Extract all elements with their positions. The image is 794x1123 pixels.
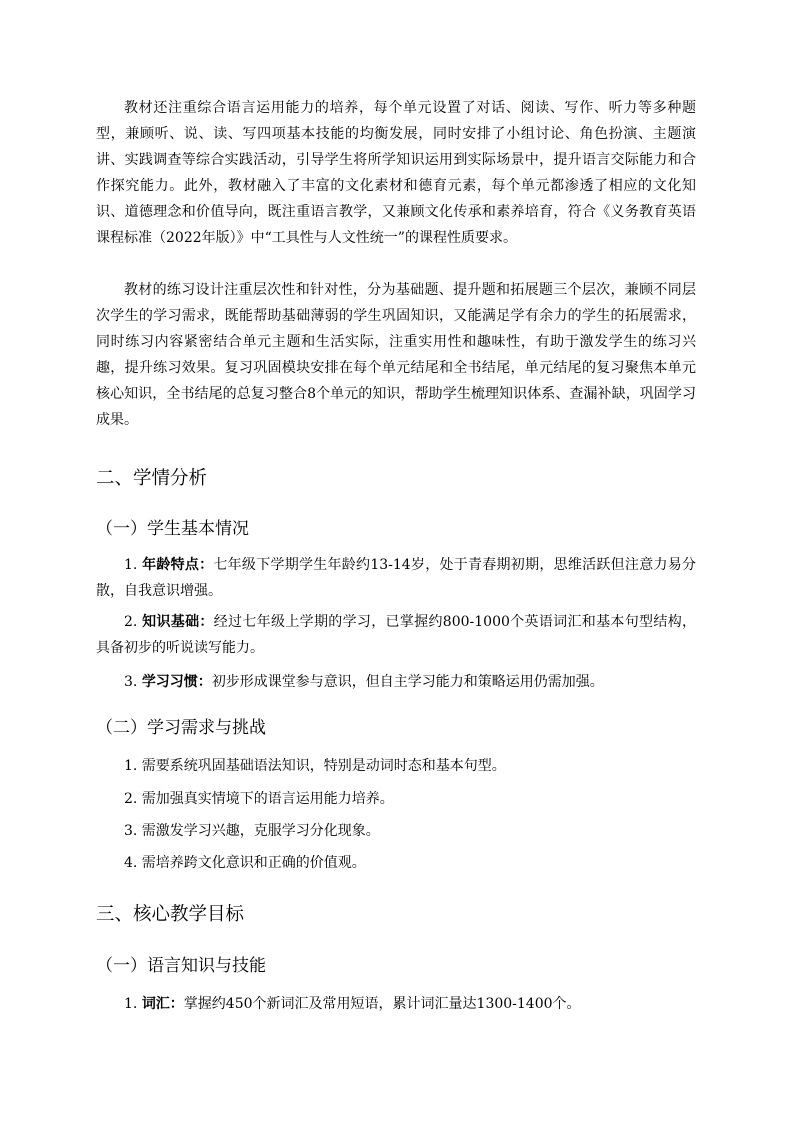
- item-number: 1.: [124, 557, 138, 573]
- item-text: 七年级下学期学生年龄约13-14岁，处于青春期初期，思维活跃但注意力易分散，自我意识增强。: [96, 557, 696, 599]
- subsection-heading: （一）学生基本情况: [96, 519, 249, 539]
- item-text: 掌握约450个新词汇及常用短语，累计词汇量达1300-1400个。: [183, 996, 581, 1012]
- item-number: 1.: [124, 996, 138, 1012]
- list-item: 3. 需激发学习兴趣，克服学习分化现象。: [124, 823, 380, 839]
- item-label: 年龄特点：: [142, 557, 214, 573]
- list-item: [96, 991, 696, 1017]
- section-heading: 三、核心教学目标: [96, 904, 245, 925]
- item-label: 学习习惯：: [141, 674, 212, 690]
- item-label: 知识基础：: [142, 614, 214, 630]
- subsection-heading: （一）语言知识与技能: [96, 956, 266, 976]
- item-number: 3.: [124, 674, 138, 690]
- section-heading: 二、学情分析: [96, 468, 208, 489]
- list-item: 4. 需培养跨文化意识和正确的价值观。: [124, 855, 366, 871]
- item-number: 2.: [124, 614, 138, 630]
- list-item: [96, 552, 696, 604]
- item-label: 词汇：: [141, 996, 184, 1012]
- body-paragraph: 教材还注重综合语言运用能力的培养，每个单元设置了对话、阅读、写作、听力等多种题型，兼顾听、说、读、写四项基本技能的均衡发展，同时安排了小组讨论、角色扮演、主题演讲、实践调查等综合实践活动，引导学生将所学知识运用到实际场景中，提升语言交际能力和合作探究能力。此外，教材融入了丰富的文化素材和德育元素，每个单元都渗透了相应的文化知识、道德理念和价值导向，既注重语言教学，又兼顾文化传承和素养培育，符合《义务教育英语课程标准（2022年版）》中“工具性与人文性统一”的课程性质要求。: [96, 100, 696, 246]
- list-item: 2. 需加强真实情境下的语言运用能力培养。: [124, 791, 394, 807]
- body-paragraph: 教材的练习设计注重层次性和针对性，分为基础题、提升题和拓展题三个层次，兼顾不同层次学生的学习需求，既能帮助基础薄弱的学生巩固知识，又能满足学有余力的学生的拓展需求，同时练习内容紧密结合单元主题和生活实际，注重实用性和趣味性，有助于激发学生的练习兴趣，提升练习效果。复习巩固模块安排在每个单元结尾和全书结尾，单元结尾的复习聚焦本单元核心知识，全书结尾的总复习整合8个单元的知识，帮助学生梳理知识体系、查漏补缺，巩固学习成果。: [96, 282, 696, 428]
- list-item: [96, 669, 696, 695]
- item-text: 经过七年级上学期的学习，已掌握约800-1000个英语词汇和基本句型结构，具备初步的听说读写能力。: [96, 614, 697, 656]
- item-text: 初步形成课堂参与意识，但自主学习能力和策略运用仍需加强。: [211, 674, 604, 690]
- list-item: 1. 需要系统巩固基础语法知识，特别是动词时态和基本句型。: [124, 758, 506, 774]
- list-item: [96, 609, 696, 661]
- subsection-heading: （二）学习需求与挑战: [96, 718, 266, 738]
